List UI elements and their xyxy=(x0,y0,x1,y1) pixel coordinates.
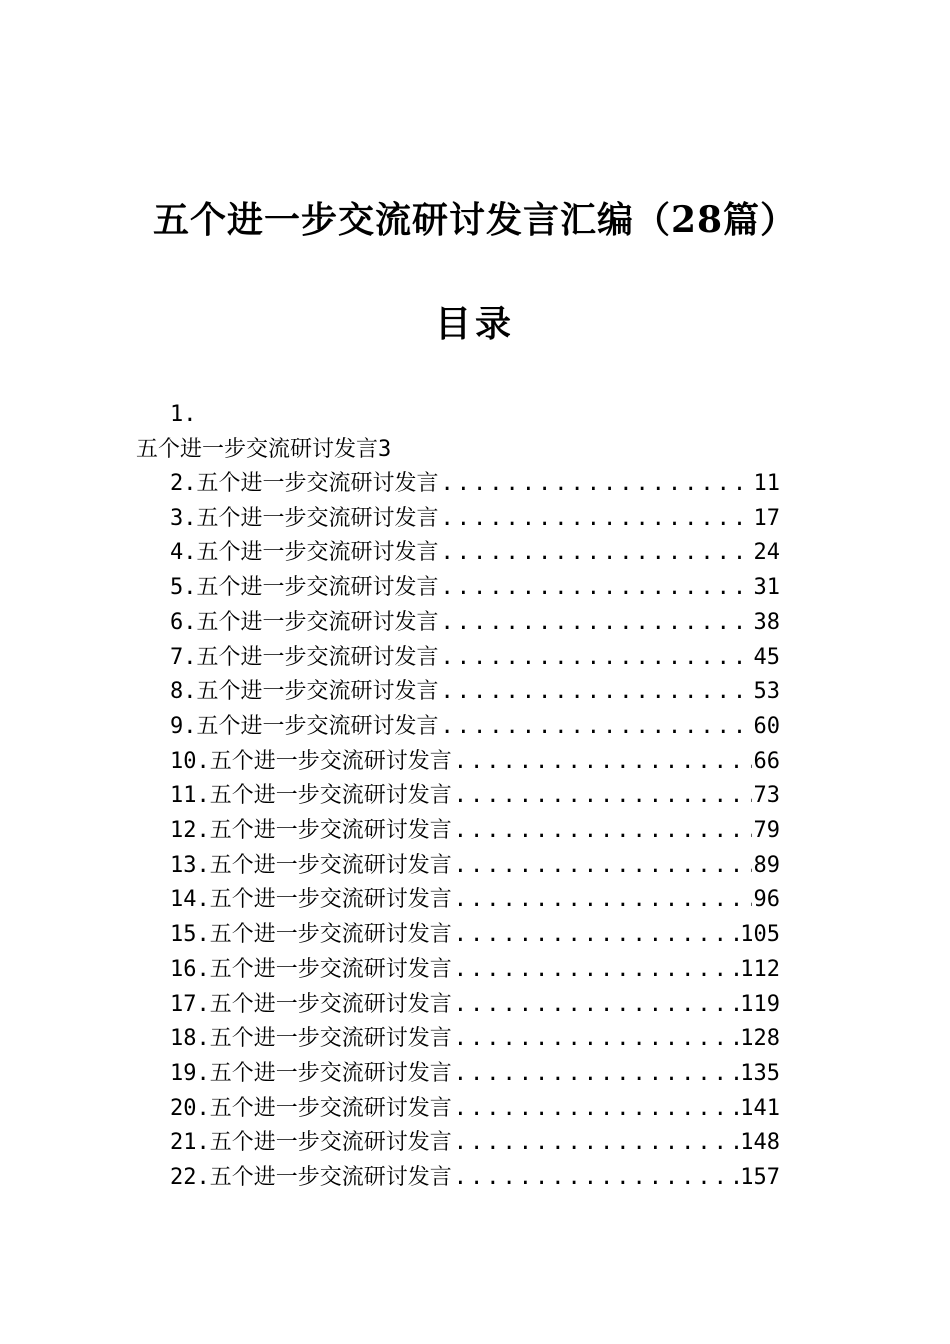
toc-dot-leader xyxy=(454,918,739,952)
toc-entry-label: 21.五个进一步交流研讨发言 xyxy=(170,1130,452,1156)
toc-entry-page: 38 xyxy=(753,609,780,635)
toc-entry[interactable] xyxy=(170,883,780,917)
toc-entry[interactable] xyxy=(170,745,780,779)
toc-heading: 目录 xyxy=(434,303,515,345)
toc-entry-label: 22.五个进一步交流研讨发言 xyxy=(170,1165,452,1190)
toc-entry-label: 3.五个进一步交流研讨发言 xyxy=(170,505,439,531)
toc-entry-page: 112 xyxy=(740,956,780,982)
toc-entry-page: 96 xyxy=(753,887,780,913)
toc-dot-leader xyxy=(454,814,752,848)
toc-entry[interactable] xyxy=(170,918,780,952)
toc-entry-page: 11 xyxy=(753,471,780,496)
toc-entry-page: 157 xyxy=(740,1165,780,1190)
toc-entry-page: 135 xyxy=(740,1060,780,1086)
toc-entry-page: 119 xyxy=(740,991,780,1017)
toc-dot-leader xyxy=(441,675,752,709)
toc-entry[interactable] xyxy=(170,988,780,1022)
toc-entry-page: 79 xyxy=(753,818,780,843)
toc-dot-leader xyxy=(454,779,752,813)
toc-entry[interactable] xyxy=(170,571,780,605)
document-title: 五个进一步交流研讨发言汇编（28篇） xyxy=(152,199,798,241)
toc-entry-page: 128 xyxy=(740,1026,780,1052)
toc-entry[interactable] xyxy=(170,1161,780,1195)
toc-entry-label: 16.五个进一步交流研讨发言 xyxy=(170,956,452,982)
toc-dot-leader xyxy=(454,1126,739,1160)
toc-entry-label: 6.五个进一步交流研讨发言 xyxy=(170,609,439,635)
toc-entry-label: 4.五个进一步交流研讨发言 xyxy=(170,540,439,566)
toc-entry-label: 2.五个进一步交流研讨发言 xyxy=(170,471,439,496)
toc-entry[interactable] xyxy=(170,675,780,709)
toc-entry-label: 11.五个进一步交流研讨发言 xyxy=(170,783,452,809)
toc-dot-leader xyxy=(441,467,752,501)
toc-entry[interactable] xyxy=(170,779,780,813)
toc-entry-page: 73 xyxy=(753,783,780,809)
toc-entry-label: 19.五个进一步交流研讨发言 xyxy=(170,1060,452,1086)
toc-entry-page: 31 xyxy=(753,575,780,601)
toc-dot-leader xyxy=(454,1022,739,1056)
toc-entry[interactable] xyxy=(170,1126,780,1160)
toc-entry-page: 24 xyxy=(753,540,780,566)
toc-entry-1-number: 1. xyxy=(170,402,197,427)
toc-dot-leader xyxy=(454,1057,739,1091)
toc-entry-label: 15.五个进一步交流研讨发言 xyxy=(170,922,452,948)
toc-entry-page: 89 xyxy=(753,852,780,878)
toc-entry-label: 20.五个进一步交流研讨发言 xyxy=(170,1095,452,1121)
toc-dot-leader xyxy=(454,745,752,779)
toc-entry-page: 105 xyxy=(740,922,780,948)
toc-entry-label: 12.五个进一步交流研讨发言 xyxy=(170,818,452,843)
toc-entry-page: 45 xyxy=(753,644,780,670)
toc-entry-page: 141 xyxy=(740,1095,780,1121)
toc-entry-label: 7.五个进一步交流研讨发言 xyxy=(170,644,439,670)
toc-dot-leader xyxy=(454,988,739,1022)
toc-entry-label: 5.五个进一步交流研讨发言 xyxy=(170,575,439,601)
toc-dot-leader xyxy=(454,953,739,987)
toc-entry-label: 18.五个进一步交流研讨发言 xyxy=(170,1026,452,1052)
toc-entry-1-title: 五个进一步交流研讨发言3 xyxy=(136,437,392,462)
toc-entry-page: 17 xyxy=(753,505,780,531)
toc-dot-leader xyxy=(454,883,752,917)
toc-entry[interactable] xyxy=(170,1022,780,1056)
toc-entry[interactable] xyxy=(170,641,780,675)
toc-entry[interactable] xyxy=(170,606,780,640)
toc-entry[interactable] xyxy=(170,1092,780,1126)
toc-entry[interactable] xyxy=(170,849,780,883)
toc-entry[interactable] xyxy=(170,1057,780,1091)
toc-dot-leader xyxy=(441,710,752,744)
toc-entry-label: 14.五个进一步交流研讨发言 xyxy=(170,887,452,913)
toc-entry-page: 60 xyxy=(753,713,780,739)
toc-dot-leader xyxy=(441,606,752,640)
toc-entry-page: 53 xyxy=(753,679,780,705)
toc-entry[interactable] xyxy=(170,710,780,744)
toc-entry[interactable] xyxy=(170,467,780,501)
toc-dot-leader xyxy=(454,849,752,883)
toc-dot-leader xyxy=(441,641,752,675)
toc-dot-leader xyxy=(441,536,752,570)
toc-entry-label: 13.五个进一步交流研讨发言 xyxy=(170,852,452,878)
toc-entry[interactable] xyxy=(170,536,780,570)
toc-dot-leader xyxy=(441,502,752,536)
toc-dot-leader xyxy=(454,1161,739,1195)
toc-entry-page: 66 xyxy=(753,748,780,774)
toc-dot-leader xyxy=(441,571,752,605)
toc-entry-label: 8.五个进一步交流研讨发言 xyxy=(170,679,439,705)
toc-entry-page: 148 xyxy=(740,1130,780,1156)
toc-entry[interactable] xyxy=(170,814,780,848)
toc-entry[interactable] xyxy=(170,953,780,987)
toc-entry-label: 10.五个进一步交流研讨发言 xyxy=(170,748,452,774)
toc-dot-leader xyxy=(454,1092,739,1126)
toc-entry-label: 17.五个进一步交流研讨发言 xyxy=(170,991,452,1017)
toc-entry-label: 9.五个进一步交流研讨发言 xyxy=(170,713,439,739)
toc-entry[interactable] xyxy=(170,502,780,536)
